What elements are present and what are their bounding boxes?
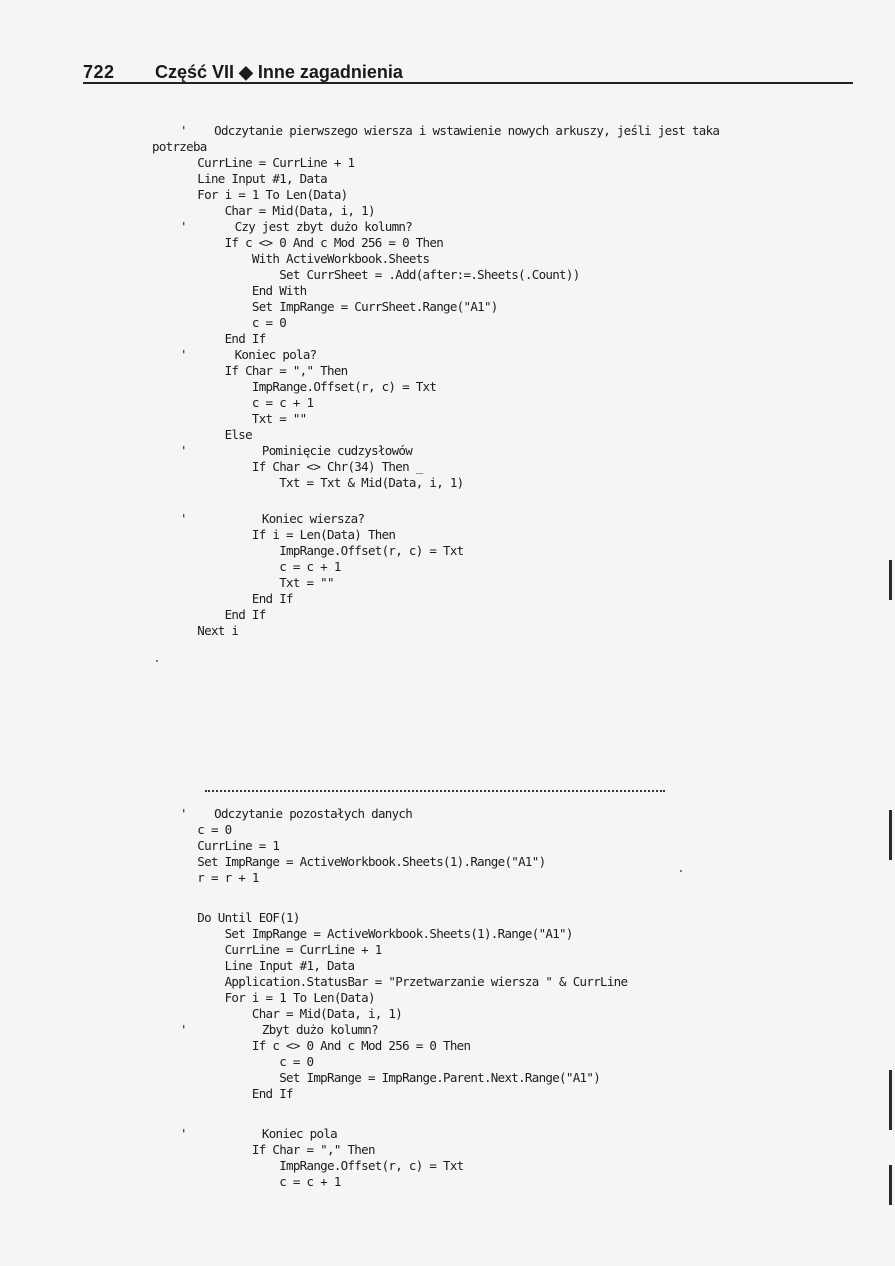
code-line: ' Koniec wiersza? — [180, 511, 365, 526]
scan-edge-mark — [889, 810, 892, 860]
code-line: c = 0 — [170, 315, 287, 330]
code-line: With ActiveWorkbook.Sheets — [170, 251, 430, 266]
code-line: c = c + 1 — [170, 395, 314, 410]
code-line: c = 0 — [170, 822, 232, 837]
code-line: End If — [170, 1086, 293, 1101]
scan-edge-mark — [889, 560, 892, 600]
code-line: Set ImpRange = CurrSheet.Range("A1") — [170, 299, 498, 314]
code-line: Next i — [170, 623, 239, 638]
code-line: ' Zbyt dużo kolumn? — [180, 1022, 378, 1037]
code-line: ' Czy jest zbyt dużo kolumn? — [180, 219, 413, 234]
code-line: ' Odczytanie pierwszego wiersza i wstawienie nowych arkuszy, jeśli jest taka — [180, 123, 720, 138]
code-line: Txt = Txt & Mid(Data, i, 1) — [170, 475, 464, 490]
code-line: If c <> 0 And c Mod 256 = 0 Then — [170, 1038, 471, 1053]
code-line: Set ImpRange = ActiveWorkbook.Sheets(1).Range("A1") — [170, 854, 546, 869]
code-line: ' Koniec pola — [180, 1126, 337, 1141]
code-line: ' Koniec pola? — [180, 347, 317, 362]
scan-speck — [156, 660, 158, 662]
code-line: End If — [170, 607, 266, 622]
scan-speck — [680, 870, 682, 872]
scan-edge-mark — [889, 1070, 892, 1130]
code-line: If Char <> Chr(34) Then _ — [170, 459, 423, 474]
code-line: potrzeba — [152, 139, 207, 154]
code-line: Set ImpRange = ImpRange.Parent.Next.Range("A1") — [170, 1070, 601, 1085]
code-line: ' Pominięcie cudzysłowów — [180, 443, 413, 458]
code-line: For i = 1 To Len(Data) — [170, 990, 375, 1005]
code-line: End If — [170, 591, 293, 606]
code-line: c = c + 1 — [170, 559, 341, 574]
code-line: If Char = "," Then — [170, 363, 348, 378]
section-separator — [205, 790, 665, 792]
code-line: Else — [170, 427, 252, 442]
code-line: ' Odczytanie pozostałych danych — [180, 806, 413, 821]
code-line: CurrLine = 1 — [170, 838, 280, 853]
code-line: Line Input #1, Data — [170, 171, 327, 186]
code-line: ImpRange.Offset(r, c) = Txt — [170, 1158, 464, 1173]
scan-edge-mark — [889, 1165, 892, 1205]
page-number: 722 — [83, 62, 115, 82]
code-line: If c <> 0 And c Mod 256 = 0 Then — [170, 235, 444, 250]
code-line: Char = Mid(Data, i, 1) — [170, 1006, 403, 1021]
code-line: Do Until EOF(1) — [170, 910, 300, 925]
code-line: r = r + 1 — [170, 870, 259, 885]
code-line: Char = Mid(Data, i, 1) — [170, 203, 375, 218]
code-line: Txt = "" — [170, 411, 307, 426]
code-line: For i = 1 To Len(Data) — [170, 187, 348, 202]
code-line: End If — [170, 331, 266, 346]
code-line: If i = Len(Data) Then — [170, 527, 396, 542]
code-line: c = c + 1 — [170, 1174, 341, 1189]
code-line: If Char = "," Then — [170, 1142, 375, 1157]
code-line: ImpRange.Offset(r, c) = Txt — [170, 379, 437, 394]
code-line: ImpRange.Offset(r, c) = Txt — [170, 543, 464, 558]
code-line: Set ImpRange = ActiveWorkbook.Sheets(1).Range("A1") — [170, 926, 573, 941]
code-line: CurrLine = CurrLine + 1 — [170, 942, 382, 957]
chapter-title: Część VII ◆ Inne zagadnienia — [155, 62, 403, 82]
code-line: End With — [170, 283, 307, 298]
code-line: c = 0 — [170, 1054, 314, 1069]
code-line: CurrLine = CurrLine + 1 — [170, 155, 355, 170]
code-line: Application.StatusBar = "Przetwarzanie wiersza " & CurrLine — [170, 974, 628, 989]
code-line: Set CurrSheet = .Add(after:=.Sheets(.Count)) — [170, 267, 580, 282]
code-line: Txt = "" — [170, 575, 334, 590]
code-line: Line Input #1, Data — [170, 958, 355, 973]
